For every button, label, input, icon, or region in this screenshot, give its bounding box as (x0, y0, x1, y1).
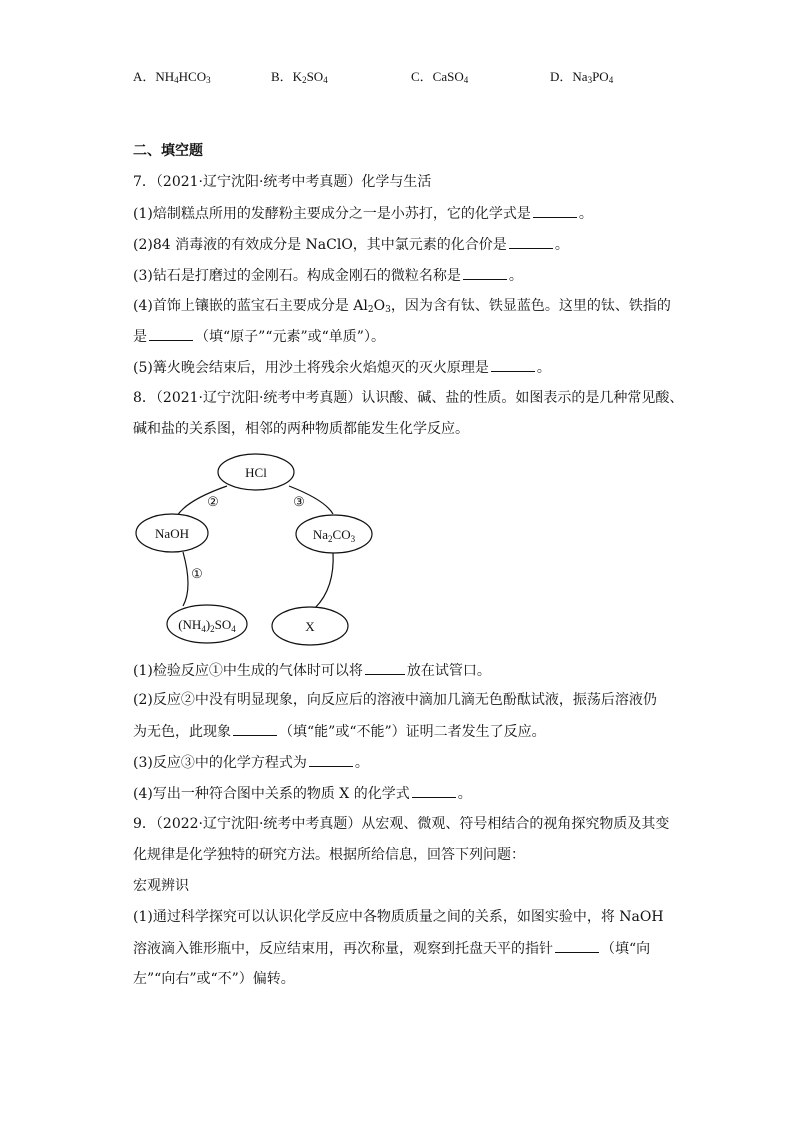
reaction-3-marker: ③ (293, 494, 305, 509)
x-label: X (305, 619, 315, 634)
link-na2co3-x (315, 552, 333, 608)
q8-part3: (3)反应③中的化学方程式为 。 (133, 752, 369, 773)
option-b: B．$K_2SO_4$ (271, 69, 328, 85)
q8-stem-line2: 碱和盐的关系图，相邻的两种物质都能发生化学反应。 (133, 421, 469, 437)
q7-stem: 7．（2021·辽宁沈阳·统考中考真题）化学与生活 (133, 174, 432, 190)
answer-blank[interactable] (309, 752, 353, 767)
q9-stem-line2: 化规律是化学独特的研究方法。根据所给信息，回答下列问题： (133, 847, 525, 863)
q7-part2: (2)84 消毒液的有效成分是 NaClO，其中氯元素的化合价是 。 (133, 234, 569, 255)
q7-part5: (5)篝火晚会结束后，用沙土将残余火焰熄灭的灭火原理是 。 (133, 357, 551, 378)
na2co3-label: $Na_2CO_3$ (312, 527, 356, 544)
q9-stem-line1: 9．（2022·辽宁沈阳·统考中考真题）从宏观、微观、符号相结合的视角探究物质及其变 (133, 816, 670, 832)
naoh-label: NaOH (155, 526, 189, 541)
q9-part1-cont2: 左”“向右”或“不”）偏转。 (133, 971, 295, 987)
link-naoh-nh4 (183, 552, 188, 606)
hcl-label: HCl (245, 465, 267, 480)
answer-blank[interactable] (509, 234, 553, 249)
option-c: C．CaSO$_4$ (411, 69, 469, 85)
q7-part4-cont: 是 （填“原子”“元素”或“单质”）。 (133, 326, 385, 347)
q8-part2: (2)反应②中没有明显现象，向反应后的溶液中滴加几滴无色酚酞试液，振荡后溶液仍 (133, 692, 657, 708)
q8-part1: (1)检验反应①中生成的气体时可以将 放在试管口。 (133, 660, 491, 681)
q8-part2-cont: 为无色，此现象 （填“能”或“不能”）证明二者发生了反应。 (133, 721, 546, 742)
link-hcl-naoh (177, 486, 227, 516)
answer-blank[interactable] (412, 783, 456, 798)
q9-subtitle: 宏观辨识 (133, 878, 189, 894)
reaction-1-marker: ① (191, 566, 203, 581)
option-a: A．$NH_4HCO_3$ (133, 69, 211, 85)
q9-part1: (1)通过科学探究可以认识化学反应中各物质质量之间的关系，如图实验中，将 NaOH (133, 909, 664, 925)
q7-part3: (3)钻石是打磨过的金刚石。构成金刚石的微粒名称是 。 (133, 265, 523, 286)
q8-stem-line1: 8．（2021·辽宁沈阳·统考中考真题）认识酸、碱、盐的性质。如图表示的是几种常见酸、 (133, 390, 684, 406)
q8-part4: (4)写出一种符合图中关系的物质 X 的化学式 。 (133, 783, 472, 804)
answer-blank[interactable] (555, 938, 599, 953)
q9-part1-cont: 溶液滴入锥形瓶中，反应结束用，再次称量，观察到托盘天平的指针 （填“向 (133, 938, 650, 959)
answer-blank[interactable] (463, 265, 507, 280)
reaction-2-marker: ② (207, 494, 219, 509)
reaction-diagram (125, 448, 385, 648)
q7-part4: (4)首饰上镶嵌的蓝宝石主要成分是 $Al_2O_3$，因为含有钛、铁显蓝色。这里的钛、铁指的 (133, 298, 671, 315)
section-title: 二、填空题 (133, 143, 203, 159)
answer-blank[interactable] (149, 326, 193, 341)
answer-blank[interactable] (533, 203, 577, 218)
answer-blank[interactable] (233, 721, 277, 736)
answer-blank[interactable] (365, 660, 405, 675)
answer-blank[interactable] (491, 357, 535, 372)
q7-part1: (1)焙制糕点所用的发酵粉主要成分之一是小苏打，它的化学式是 。 (133, 203, 593, 224)
nh4-label: $(NH_4)_2SO_4$ (178, 617, 236, 634)
option-d: D．$Na_3PO_4$ (550, 69, 614, 85)
